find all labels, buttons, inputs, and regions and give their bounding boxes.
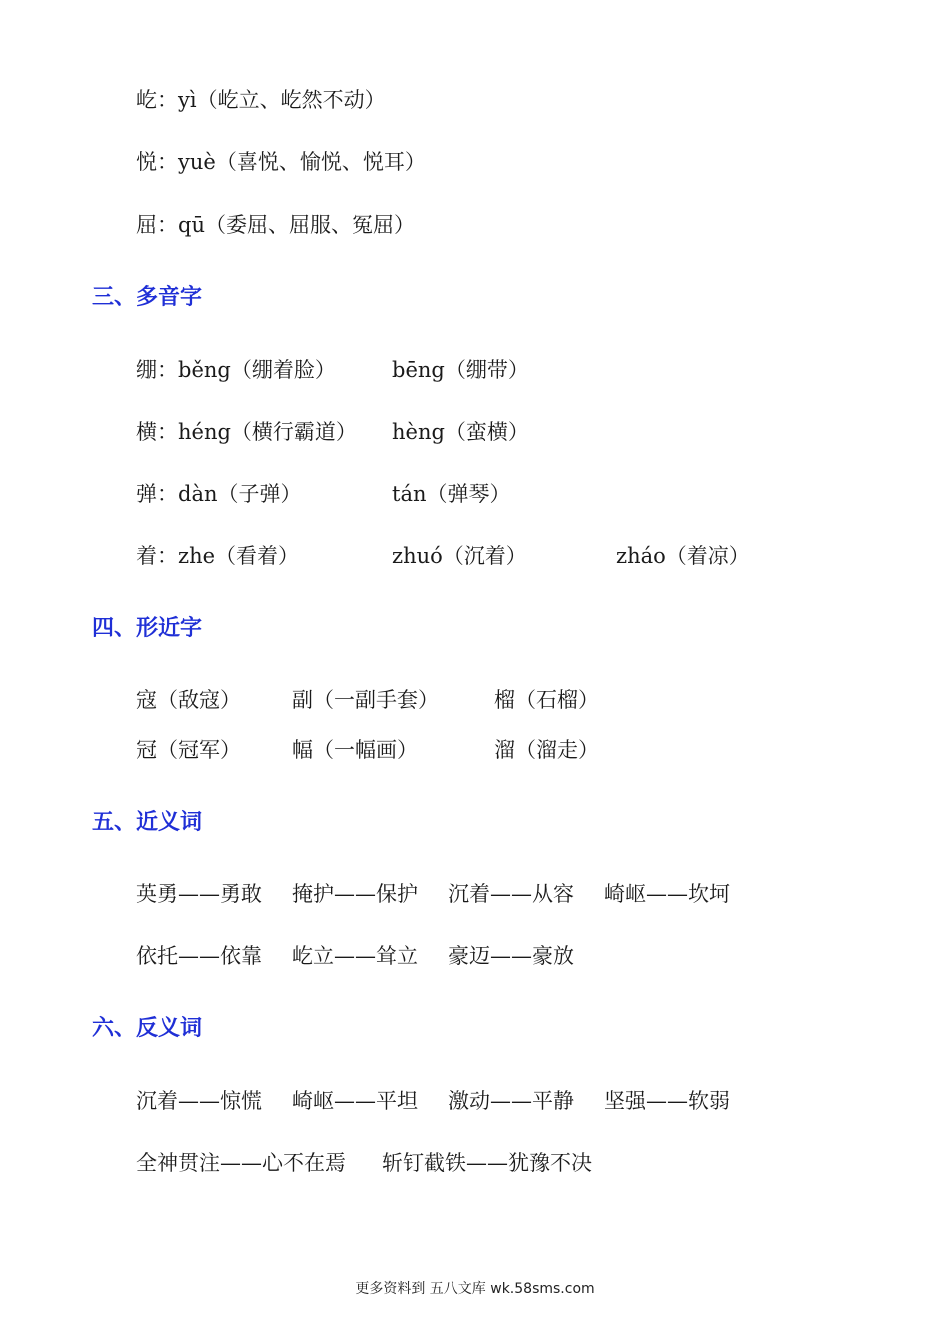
polyphonic-entry: 横：héng（横行霸道） <box>136 420 357 444</box>
synonym-row <box>136 942 574 970</box>
polyphonic-entry: hèng（蛮横） <box>392 420 529 444</box>
synonym-row <box>136 880 730 908</box>
synonym-pair: 沉着——从容 <box>448 882 574 906</box>
polyphonic-entry: zháo（着凉） <box>616 544 750 568</box>
synonym-pair: 屹立——耸立 <box>292 944 418 968</box>
synonym-pair: 英勇——勇敢 <box>136 882 262 906</box>
character-item <box>136 148 426 176</box>
similar-entry: 溜（溜走） <box>494 738 599 762</box>
antonym-row <box>136 1149 592 1177</box>
antonym-pair: 激动——平静 <box>448 1089 574 1113</box>
section-heading-polyphonic: 三、多音字 <box>92 285 203 310</box>
similar-entry: 幅（一幅画） <box>292 738 418 762</box>
section-heading-synonyms: 五、近义词 <box>92 810 203 835</box>
antonym-pair: 坚强——软弱 <box>604 1089 730 1113</box>
polyphonic-entry: zhuó（沉着） <box>392 544 527 568</box>
antonym-pair: 全神贯注——心不在焉 <box>136 1151 346 1175</box>
character-entry: 屹：yì（屹立、屹然不动） <box>136 88 386 112</box>
similar-entry: 冠（冠军） <box>136 738 241 762</box>
polyphonic-entry: 弹：dàn（子弹） <box>136 482 302 506</box>
polyphonic-row <box>136 542 750 570</box>
character-entry: 屈：qū（委屈、屈服、冤屈） <box>136 213 415 237</box>
similar-row <box>136 736 599 764</box>
section-heading-similar: 四、形近字 <box>92 616 203 641</box>
character-item <box>136 211 415 239</box>
page-footer: 更多资料到 五八文库 wk.58sms.com <box>355 1281 595 1297</box>
polyphonic-row <box>136 480 510 508</box>
section-heading-antonyms: 六、反义词 <box>92 1016 203 1041</box>
polyphonic-entry: tán（弹琴） <box>392 482 511 506</box>
polyphonic-entry: 着：zhe（看着） <box>136 544 300 568</box>
polyphonic-entry: 绷：běng（绷着脸） <box>136 358 336 382</box>
character-entry: 悦：yuè（喜悦、愉悦、悦耳） <box>136 150 426 174</box>
polyphonic-row <box>136 356 529 384</box>
polyphonic-entry: bēng（绷带） <box>392 358 529 382</box>
synonym-pair: 依托——依靠 <box>136 944 262 968</box>
antonym-pair: 斩钉截铁——犹豫不决 <box>382 1151 592 1175</box>
character-item <box>136 86 386 114</box>
synonym-pair: 豪迈——豪放 <box>448 944 574 968</box>
similar-row <box>136 686 599 714</box>
similar-entry: 副（一副手套） <box>292 688 439 712</box>
similar-entry: 榴（石榴） <box>494 688 599 712</box>
synonym-pair: 掩护——保护 <box>292 882 418 906</box>
synonym-pair: 崎岖——坎坷 <box>604 882 730 906</box>
antonym-pair: 沉着——惊慌 <box>136 1089 262 1113</box>
polyphonic-row <box>136 418 529 446</box>
antonym-pair: 崎岖——平坦 <box>292 1089 418 1113</box>
similar-entry: 寇（敌寇） <box>136 688 241 712</box>
antonym-row <box>136 1087 730 1115</box>
